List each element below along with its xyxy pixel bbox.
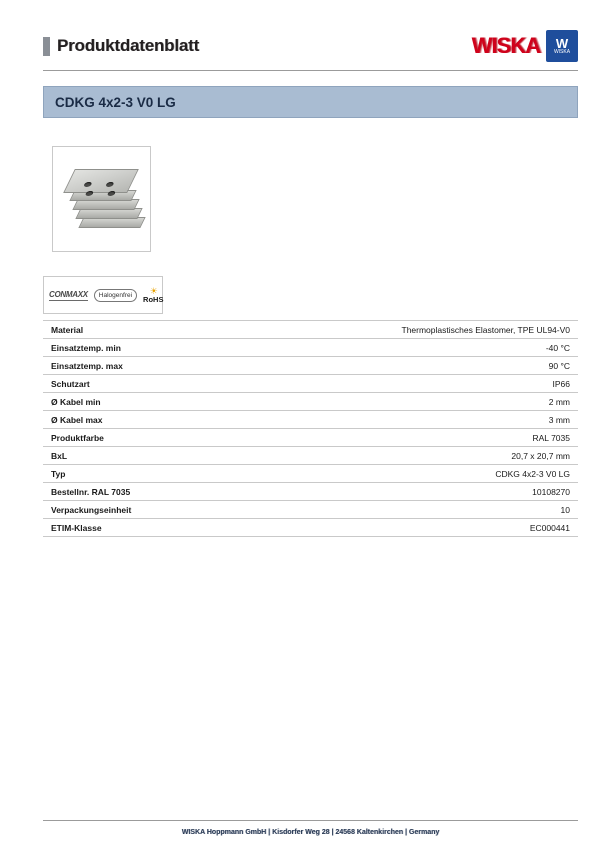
wiska-wordmark: WISKA (471, 33, 540, 58)
product-image (52, 146, 151, 252)
footer-address: WISKA Hoppmann GmbH | Kisdorfer Weg 28 | 24568 Kaltenkirchen | Germany (181, 829, 440, 836)
spec-value: 90 °C (337, 357, 578, 375)
product-illustration (65, 161, 139, 239)
table-row (43, 411, 578, 429)
table-row (43, 339, 578, 357)
spec-label: Material (43, 321, 337, 339)
spec-label: Ø Kabel min (43, 393, 337, 411)
spec-value: -40 °C (337, 339, 578, 357)
product-name: CDKG 4x2-3 V0 LG (55, 94, 176, 110)
cable-hole (83, 182, 92, 187)
spec-label: Schutzart (43, 375, 337, 393)
spec-label: Bestellnr. RAL 7035 (43, 483, 337, 501)
header-divider (43, 70, 578, 71)
spec-label: Ø Kabel max (43, 411, 337, 429)
spec-value: CDKG 4x2-3 V0 LG (337, 465, 578, 483)
spec-value: 10 (337, 501, 578, 519)
spec-value: RAL 7035 (337, 429, 578, 447)
specification-table (43, 320, 578, 537)
table-row (43, 321, 578, 339)
spec-value: 3 mm (337, 411, 578, 429)
wiska-badge-sub: WISKA (553, 48, 571, 55)
spec-label: Einsatztemp. max (43, 357, 337, 375)
conmaxx-icon: CONMAXX (49, 289, 88, 299)
table-row (43, 447, 578, 465)
wiska-badge-icon (546, 30, 578, 62)
spec-value: 2 mm (337, 393, 578, 411)
spec-label: Typ (43, 465, 337, 483)
certification-logos (43, 276, 163, 314)
cable-hole (105, 182, 114, 187)
spec-value: IP66 (337, 375, 578, 393)
spec-label: ETIM-Klasse (43, 519, 337, 537)
table-row (43, 501, 578, 519)
table-row (43, 393, 578, 411)
document-title-group (43, 36, 199, 56)
spec-label: Verpackungseinheit (43, 501, 337, 519)
table-row (43, 357, 578, 375)
table-row (43, 429, 578, 447)
plate-top (63, 169, 139, 193)
footer-divider (43, 820, 578, 821)
spec-value: EC000441 (337, 519, 578, 537)
product-title-bar (43, 86, 578, 118)
spec-label: Einsatztemp. min (43, 339, 337, 357)
rohs-label: RoHS (143, 294, 164, 304)
rohs-burst-icon: ☀ (149, 285, 157, 296)
specification-table-body (43, 321, 578, 537)
page-header (43, 30, 578, 70)
table-row (43, 483, 578, 501)
title-bar-icon (43, 37, 50, 56)
table-row (43, 375, 578, 393)
brand-logo (472, 30, 578, 62)
page-title: Produktdatenblatt (57, 36, 200, 55)
spec-value: 20,7 x 20,7 mm (337, 447, 578, 465)
spec-label: Produktfarbe (43, 429, 337, 447)
wiska-badge-mark: W (555, 35, 569, 51)
rohs-icon (143, 287, 163, 304)
halogenfrei-icon: Halogenfrei (94, 289, 137, 302)
table-row (43, 519, 578, 537)
spec-value: Thermoplastisches Elastomer, TPE UL94-V0 (337, 321, 578, 339)
table-row (43, 465, 578, 483)
spec-value: 10108270 (337, 483, 578, 501)
spec-label: BxL (43, 447, 337, 465)
